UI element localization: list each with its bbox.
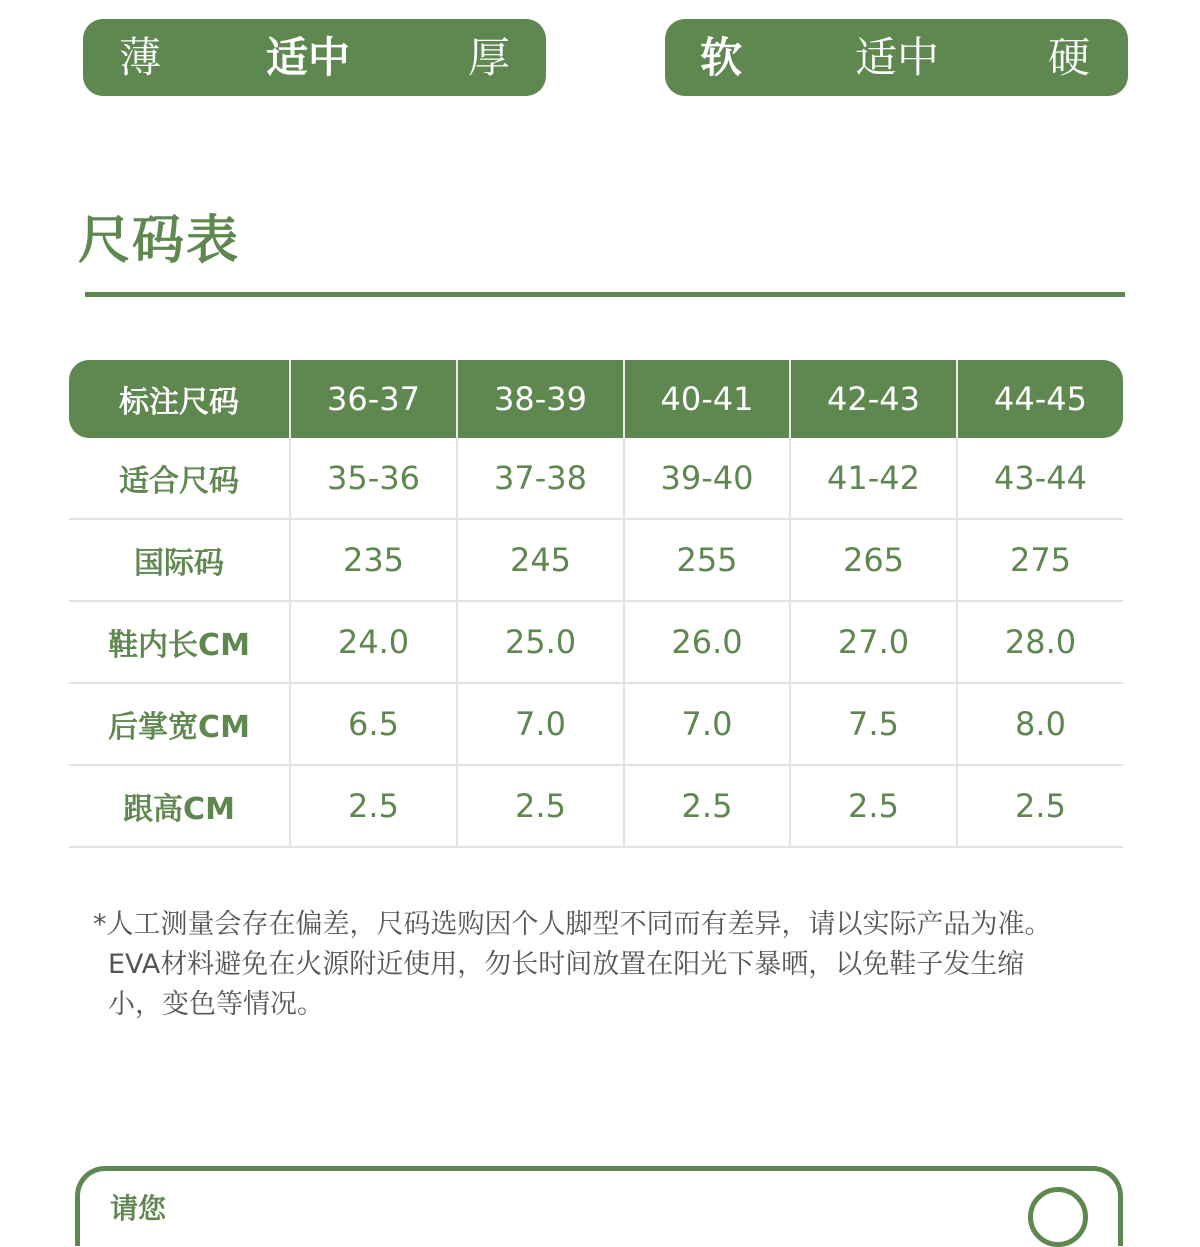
table-row xyxy=(69,438,1123,520)
row-label: 鞋内长CM xyxy=(69,602,289,684)
table-cell: 255 xyxy=(623,520,789,602)
header-cell: 42-43 xyxy=(789,360,956,438)
table-cell: 43-44 xyxy=(956,438,1123,520)
table-cell: 265 xyxy=(789,520,956,602)
table-row xyxy=(69,602,1123,684)
table-cell: 235 xyxy=(289,520,456,602)
table-cell: 7.0 xyxy=(623,684,789,766)
size-table-header-row xyxy=(69,360,1123,438)
thickness-thin-label: 薄 xyxy=(119,33,162,82)
table-cell: 39-40 xyxy=(623,438,789,520)
notice-heading: 请您 xyxy=(110,1192,167,1225)
row-label: 后掌宽CM xyxy=(69,684,289,766)
note-line: EVA材料避免在火源附近使用，勿长时间放置在阳光下暴晒，以免鞋子发生缩 xyxy=(108,949,1025,980)
table-cell: 28.0 xyxy=(956,602,1123,684)
table-cell: 2.5 xyxy=(289,766,456,848)
table-cell: 2.5 xyxy=(789,766,956,848)
table-cell: 2.5 xyxy=(456,766,623,848)
hardness-hard-label: 硬 xyxy=(1048,33,1091,82)
table-cell: 8.0 xyxy=(956,684,1123,766)
title-divider xyxy=(85,292,1125,297)
table-cell: 275 xyxy=(956,520,1123,602)
header-cell: 44-45 xyxy=(956,360,1123,438)
header-cell: 36-37 xyxy=(289,360,456,438)
thickness-thick-label: 厚 xyxy=(468,33,511,82)
table-cell: 26.0 xyxy=(623,602,789,684)
table-cell: 37-38 xyxy=(456,438,623,520)
thickness-scale xyxy=(83,19,546,96)
row-label: 跟高CM xyxy=(69,766,289,848)
size-table xyxy=(69,360,1123,848)
table-row xyxy=(69,684,1123,766)
table-row xyxy=(69,520,1123,602)
note-line: 小，变色等情况。 xyxy=(108,989,324,1020)
table-cell: 27.0 xyxy=(789,602,956,684)
header-cell: 38-39 xyxy=(456,360,623,438)
header-cell-label: 标注尺码 xyxy=(69,360,289,438)
bottom-notice-card xyxy=(75,1166,1123,1246)
hardness-scale xyxy=(665,19,1128,96)
table-row xyxy=(69,766,1123,848)
note-line: *人工测量会存在偏差，尺码选购因个人脚型不同而有差异，请以实际产品为准。 xyxy=(93,909,1052,940)
header-cell: 40-41 xyxy=(623,360,789,438)
table-cell: 25.0 xyxy=(456,602,623,684)
table-cell: 24.0 xyxy=(289,602,456,684)
table-cell: 2.5 xyxy=(623,766,789,848)
hardness-medium-label: 适中 xyxy=(855,33,940,82)
circle-icon xyxy=(1028,1187,1088,1247)
hardness-soft-label-selected: 软 xyxy=(700,33,743,82)
row-label: 国际码 xyxy=(69,520,289,602)
table-cell: 245 xyxy=(456,520,623,602)
table-cell: 7.0 xyxy=(456,684,623,766)
table-cell: 2.5 xyxy=(956,766,1123,848)
thickness-medium-label-selected: 适中 xyxy=(266,33,351,82)
row-label: 适合尺码 xyxy=(69,438,289,520)
table-cell: 7.5 xyxy=(789,684,956,766)
measurement-note xyxy=(93,905,1153,1025)
table-cell: 6.5 xyxy=(289,684,456,766)
table-cell: 35-36 xyxy=(289,438,456,520)
size-chart-title: 尺码表 xyxy=(78,211,241,271)
table-cell: 41-42 xyxy=(789,438,956,520)
